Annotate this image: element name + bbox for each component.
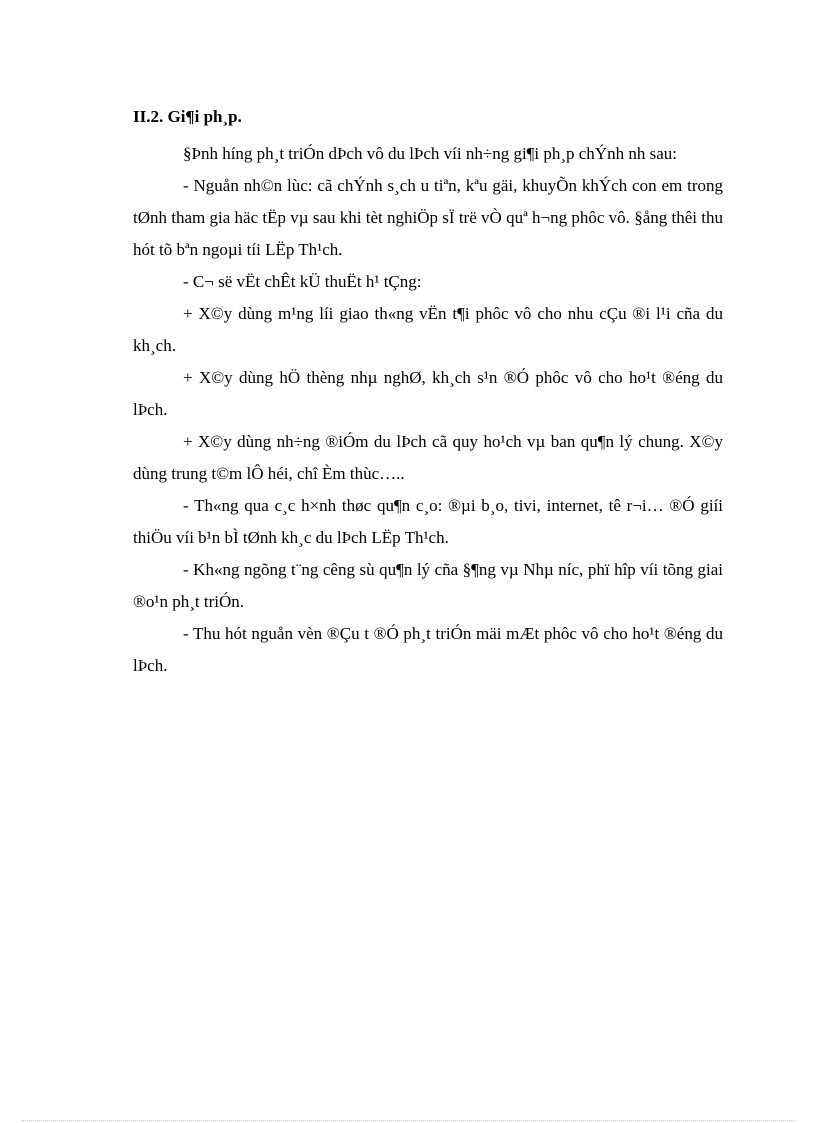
paragraph-infrastructure: - C¬ së vËt chÊt kÜ thuËt h¹ tÇng:	[183, 272, 422, 291]
paragraph-intro: §Þnh híng ph¸t triÓn dÞch vô du lÞch víi nh÷ng gi¶i ph¸p chÝnh nh sau:	[183, 144, 677, 163]
paragraph-management: - Kh«ng ngõng t¨ng cêng sù qu¶n lý cña §¶ng vµ Nhµ níc, phï hîp víi tõng giai ®o¹n ph¸t triÓn.	[133, 560, 723, 611]
paragraph-accommodation: + X©y dùng hÖ thèng nhµ nghØ, kh¸ch s¹n ®Ó phôc vô cho ho¹t ®éng du lÞch.	[133, 368, 723, 419]
document-body	[133, 106, 723, 682]
paragraph-tourist-sites: + X©y dùng nh÷ng ®iÓm du lÞch cã quy ho¹ch vµ ban qu¶n lý chung. X©y dùng trung t©m lÔ héi, chî Èm thùc…..	[133, 432, 723, 483]
section-heading: II.2. Gi¶i ph¸p.	[133, 107, 242, 126]
paragraph-human-resources: - Nguån nh©n lùc: cã chÝnh s¸ch u tiªn, kªu gäi, khuyÕn khÝch con em trong tØnh tham gia häc tËp vµ sau khi tèt nghiÖp sÏ trë vÒ quª h¬ng phôc vô. §ång thêi thu hót tõ bªn ngoµi tíi LËp Th¹ch.	[133, 176, 723, 259]
paragraph-transport: + X©y dùng m¹ng líi giao th«ng vËn t¶i phôc vô cho nhu cÇu ®i l¹i cña du kh¸ch.	[133, 304, 723, 355]
page-bottom-divider	[22, 1120, 794, 1121]
paragraph-investment: - Thu hót nguån vèn ®Çu t ®Ó ph¸t triÓn mäi mÆt phôc vô cho ho¹t ®éng du lÞch.	[133, 624, 723, 675]
paragraph-advertising: - Th«ng qua c¸c h×nh thøc qu¶n c¸o: ®µi b¸o, tivi, internet, tê r¬i… ®Ó giíi thiÖu víi b¹n bÌ tØnh kh¸c du lÞch LËp Th¹ch.	[133, 496, 723, 547]
